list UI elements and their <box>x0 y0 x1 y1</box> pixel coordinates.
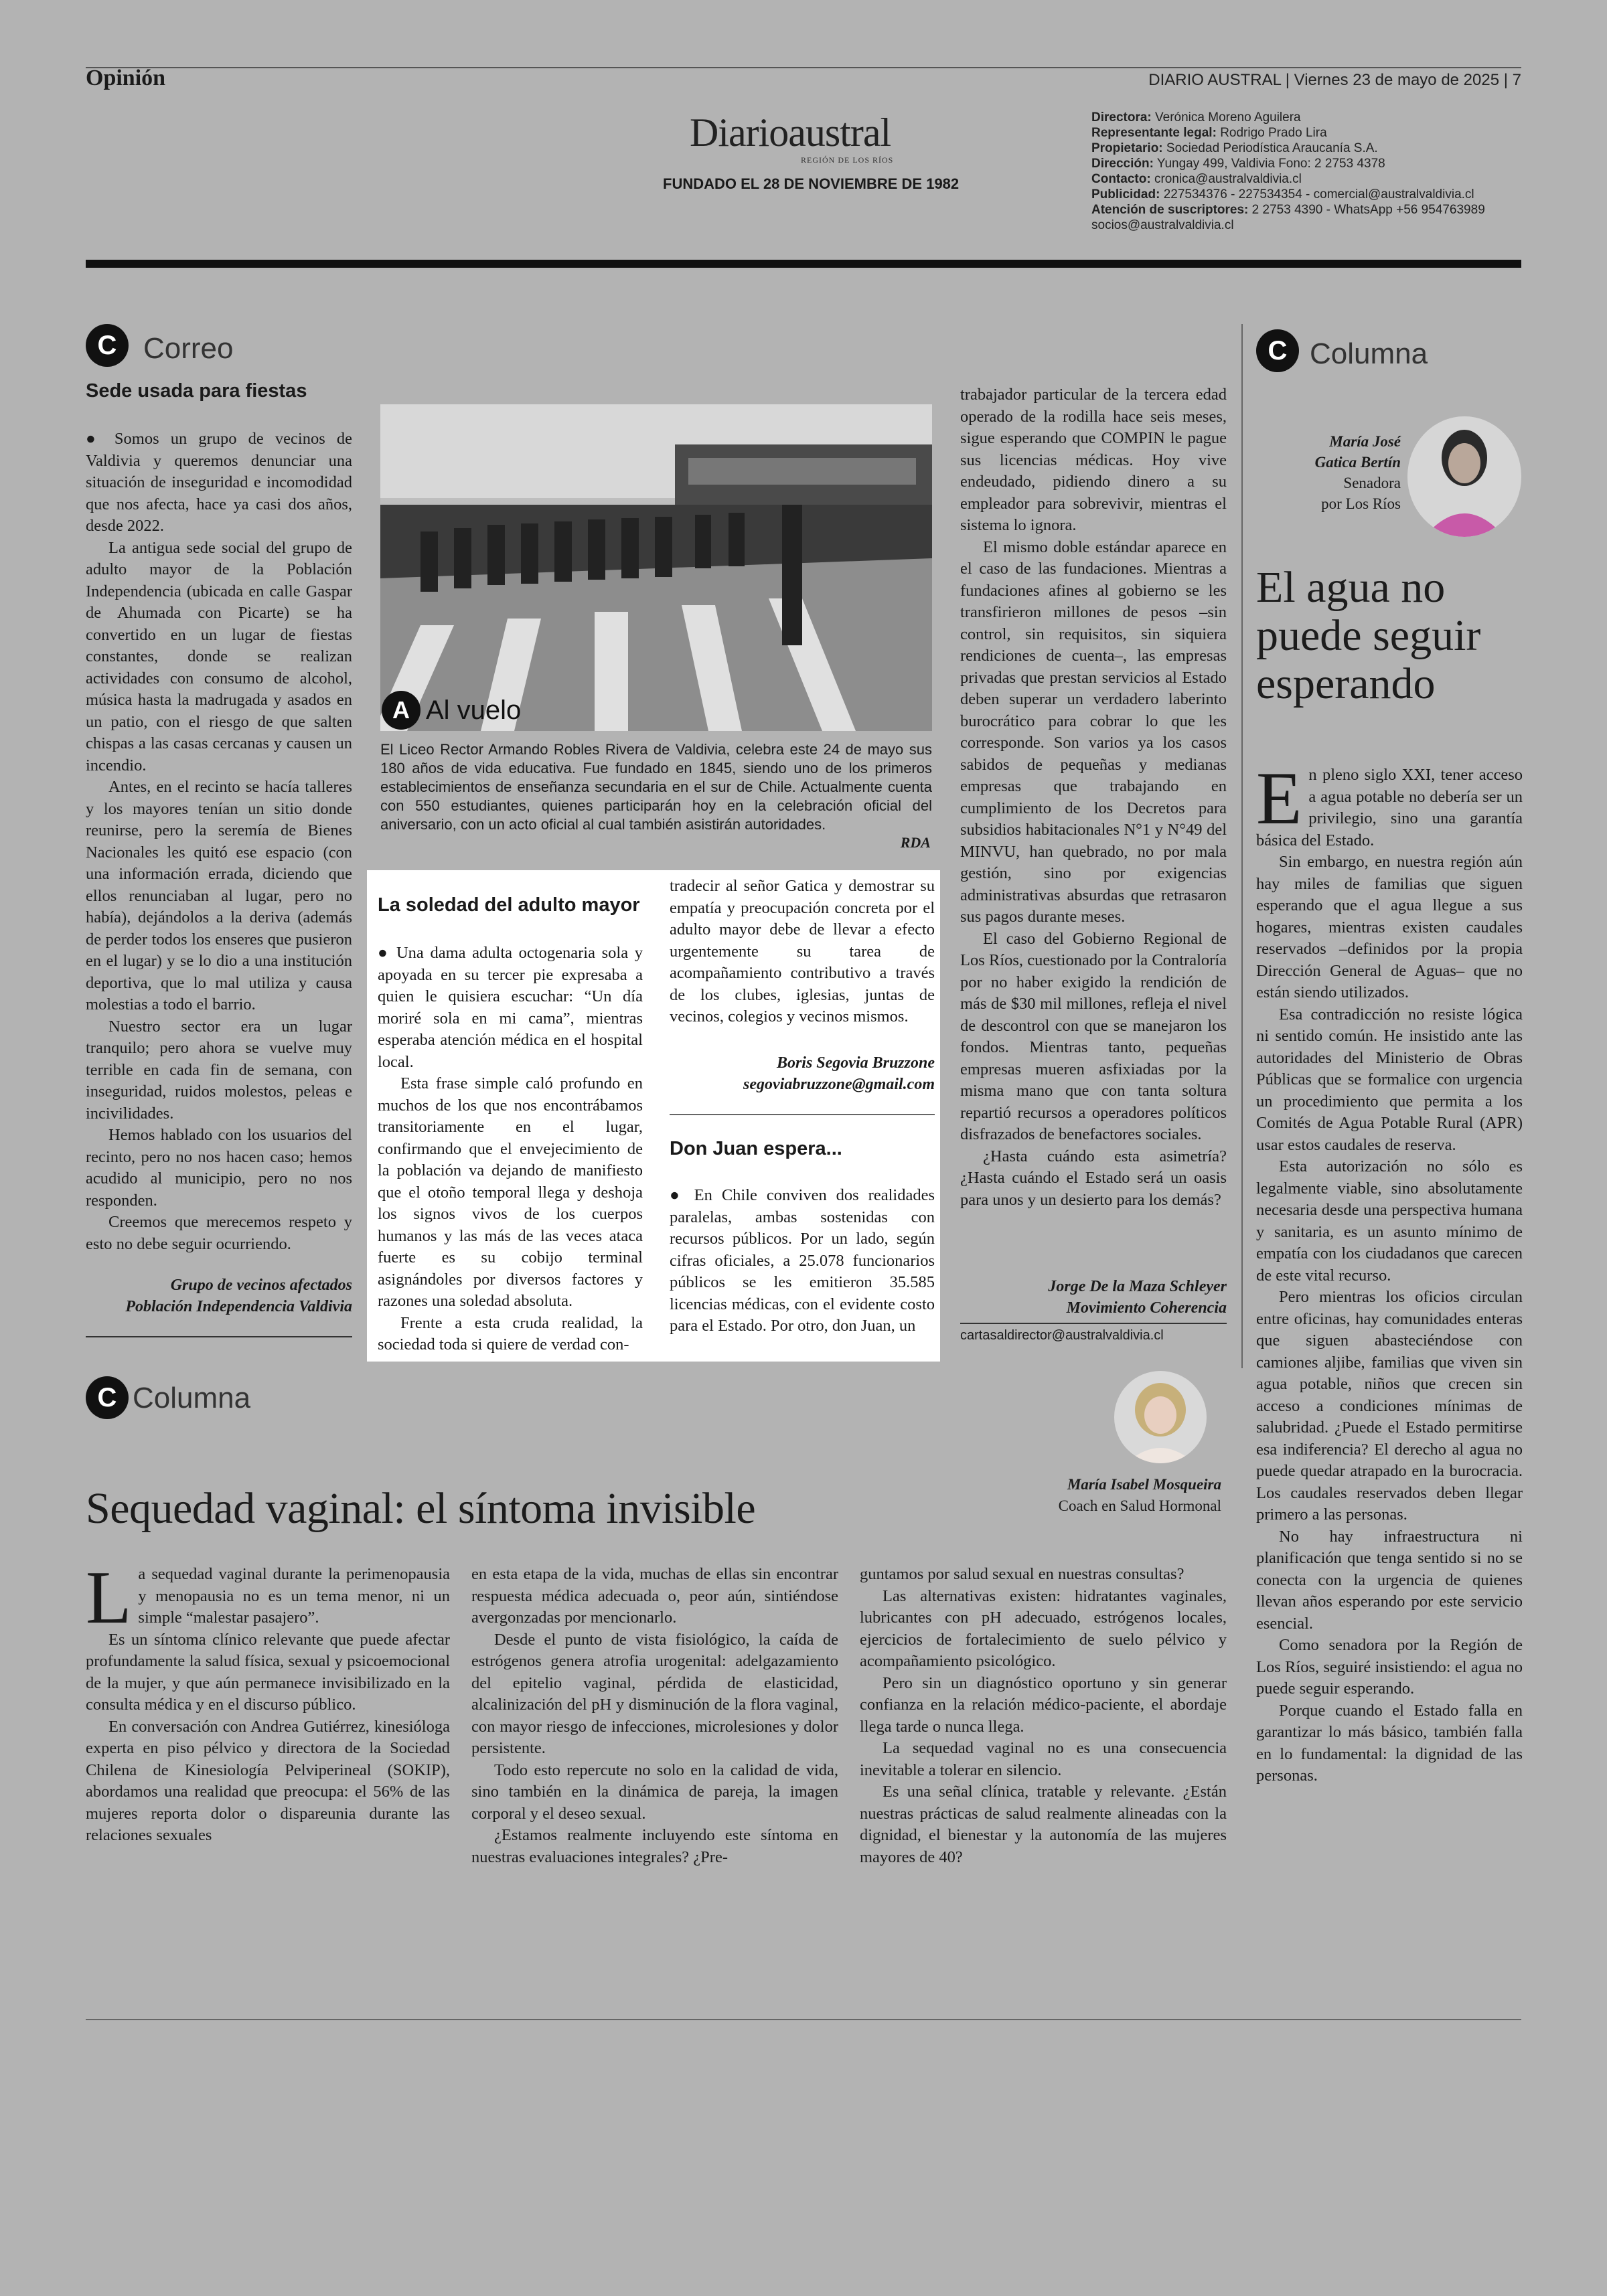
staff-line: Directora: Verónica Moreno Aguilera <box>1091 110 1301 125</box>
letter2-col1 <box>378 942 643 1356</box>
masthead-subtitle: REGIÓN DE LOS RÍOS <box>801 155 894 165</box>
bullet: ● <box>86 430 114 448</box>
columna-right-section-title: Columna <box>1310 337 1428 370</box>
columna-bottom-badge: C <box>86 1376 129 1419</box>
masthead-light: austral <box>788 110 891 155</box>
author-photo-illustration <box>1407 416 1521 537</box>
columna-bottom-paragraph: Desde el punto de vista fisiológico, la caída de estrógenos genera atrofia urogenital: adelgazamiento del epitelio vaginal, pérdida de elasticidad, alcalinización del pH y disminución de la flora vaginal, con mayor riesgo de infecciones, microlesiones y dolor persistente. <box>471 1630 838 1757</box>
al-vuelo-title: Al vuelo <box>426 695 522 725</box>
author-photo-illustration <box>1114 1371 1207 1463</box>
photo-credit: RDA <box>900 834 931 851</box>
letter2-title: La soledad del adulto mayor <box>378 894 640 916</box>
dropcap: E <box>1256 757 1302 840</box>
columna-right-avatar <box>1407 416 1521 537</box>
dropcap: L <box>86 1556 132 1639</box>
letter1-paragraph: Creemos que merecemos respeto y esto no debe seguir ocurriendo. <box>86 1213 352 1253</box>
columna-bottom-paragraph: ¿Estamos realmente incluyendo este síntoma en nuestras evaluaciones integrales? ¿Pre- <box>471 1826 838 1866</box>
columna-bottom-paragraph: La sequedad vaginal durante la perimenopausia y menopausia no es un tema menor, ni un simple “malestar pasajero”. <box>86 1556 450 1639</box>
columna-bottom-author: María Isabel Mosqueira <box>1067 1476 1221 1493</box>
staff-line: Publicidad: 227534376 - 227534354 - comercial@australvaldivia.cl <box>1091 187 1474 201</box>
letter3-col2 <box>960 384 1227 1211</box>
letter1-paragraph: La antigua sede social del grupo de adulto mayor de la Población Independencia (ubicada en calle Gaspar de Ahumada con Picarte) se ha convertido en un lugar de fiestas constantes, donde se realizan actividades con consumo de alcohol, música hasta la madrugada y asados en un patio, con el riesgo de que salten chispas a las casas cercanas y causen un incendio. <box>86 538 352 774</box>
columna-bottom-paragraph: guntamos por salud sexual en nuestras consultas? <box>860 1565 1184 1583</box>
columna-bottom-paragraph: En conversación con Andrea Gutiérrez, kinesióloga experta en piso pélvico y directora de la Sociedad Chilena de Kinesiología Pelviperineal (SOKIP), abordamos una realidad que preocupa: el 56% de las mujeres reporta dolor o dispareunia durante las relaciones sexuales <box>86 1717 450 1844</box>
staff-line: Dirección: Yungay 499, Valdivia Fono: 2 2753 4378 <box>1091 157 1385 171</box>
columna-right-paragraph: Como senadora por la Región de Los Ríos, seguiré insistiendo: el agua no puede seguir esperando. <box>1256 1636 1523 1698</box>
columna-bottom-paragraph: Las alternativas existen: hidratantes vaginales, lubricantes con pH adecuado, estrógenos locales, ejercicios de fortalecimiento de suelo pélvico y acompañamiento psicológico. <box>860 1586 1227 1670</box>
columna-right-paragraph: Pero mientras los oficios circulan entre oficinas, hay comunidades enteras que siguen abasteciéndose con camiones aljibe, familias que viven sin agua potable, niños que crecen sin acceso a condiciones mínimas de salubridad. ¿Puede el Estado permitirse esa indiferencia? El derecho al agua no puede quedar atrapado en la burocracia. Los caudales reservados deben llegar primero a las personas. <box>1256 1288 1523 1524</box>
letter3-paragraph: El caso del Gobierno Regional de Los Ríos, cuestionado por la Contraloría por no haber exigido la rendición de más de $30 mil millones, refleja el nivel de descontrol con que se manejaron los fondos. Mientras tanto, pequeñas empresas mueren asfixiadas por la misma mano que con tanta soltura repartió recursos a operadores políticos disfrazados de benefactores sociales. <box>960 929 1227 1143</box>
columna-right-paragraph: En pleno siglo XXI, tener acceso a agua potable no debería ser un privilegio, sino una garantía básica del Estado. <box>1256 757 1523 849</box>
columna-right-paragraph: No hay infraestructura ni planificación que tenga sentido si no se conecta con la urgencia de quienes llevan años esperando por este servicio esencial. <box>1256 1527 1523 1633</box>
columna-bottom-role: Coach en Salud Hormonal <box>1058 1497 1221 1514</box>
columna-right-badge: C <box>1256 329 1299 372</box>
staff-line: Atención de suscriptores: 2 2753 4390 - WhatsApp +56 954763989 <box>1091 203 1485 217</box>
bullet: ● <box>378 944 396 962</box>
columna-bottom-col1 <box>86 1556 450 1847</box>
staff-line: Propietario: Sociedad Periodística Araucanía S.A. <box>1091 141 1378 155</box>
correo-badge: C <box>86 324 129 367</box>
staff-line: Contacto: cronica@australvaldivia.cl <box>1091 172 1302 186</box>
letter3-signature: Jorge De la Maza Schleyer Movimiento Coherencia <box>1048 1278 1227 1317</box>
letter2-paragraph: Frente a esta cruda realidad, la sociedad toda si quiere de verdad con- <box>378 1313 643 1354</box>
columna-right-paragraph: Esta autorización no sólo es legalmente viable, sino absolutamente necesaria desde una perspectiva humana y sanitaria, es un asunto mínimo de empatía con los ciudadanos que carecen de este vital recurso. <box>1256 1157 1523 1285</box>
letter3-paragraph: trabajador particular de la tercera edad operado de la rodilla hace seis meses, sigue esperando que COMPIN le pague sus licencias médicas. Hoy vive endeudado, pidiendo dinero a su empleador para sobrevivir, mientras el sistema lo ignora. <box>960 386 1227 534</box>
correo-section-title: Correo <box>143 332 234 365</box>
photo-label <box>382 691 521 730</box>
columna-bottom-paragraph: Todo esto repercute no solo en la calidad de vida, sino también en la dinámica de pareja, la imagen corporal y el deseo sexual. <box>471 1760 838 1823</box>
columna-bottom-paragraph: Es una señal clínica, tratable y relevante. ¿Están nuestras prácticas de salud realmente alineadas con la dignidad, el bienestar y la autonomía de las mujeres mayores de 40? <box>860 1783 1227 1866</box>
letter1-paragraph: ● Somos un grupo de vecinos de Valdivia y queremos denunciar una situación de inseguridad e incomodidad que nos afecta, hace ya casi dos años, desde 2022. <box>86 430 352 535</box>
columna-bottom-headline: Sequedad vaginal: el síntoma invisible <box>86 1484 756 1533</box>
letter2-col2 <box>670 876 935 1028</box>
staff-line: Representante legal: Rodrigo Prado Lira <box>1091 126 1327 140</box>
columna-bottom-paragraph: La sequedad vaginal no es una consecuencia inevitable a tolerar en silencio. <box>860 1739 1227 1779</box>
columna-bottom-col3 <box>860 1564 1227 1868</box>
letter2-paragraph: Esta frase simple caló profundo en muchos de los que nos encontrábamos transitoriamente en el lugar, confirmando que el envejecimiento de la población va dejando de manifiesto que el otoño temporal llega y deshoja los signos vivos de los cuerpos humanos y las más de las veces ataca fuerte es su cobijo terminal asignándoles por diversos factores y razones una soledad absoluta. <box>378 1074 643 1310</box>
section-label: Opinión <box>86 66 166 90</box>
letter1-signature: Grupo de vecinos afectados Población Independencia Valdivia <box>125 1277 352 1315</box>
columna-bottom-paragraph: Pero sin un diagnóstico oportuno y sin generar confianza en la relación médico-paciente, el abordaje llega tarde o nunca llega. <box>860 1673 1227 1736</box>
columna-right-body <box>1256 757 1523 1787</box>
letter3-paragraph: ● En Chile conviven dos realidades paralelas, ambas sostenidas con recursos públicos. Por un lado, según cifras oficiales, a 25.078 funcionarios públicos se les emitieron 35.585 licencias médicas, con el evidente costo para el Estado. Por otro, don Juan, un <box>670 1186 935 1335</box>
letter3-title: Don Juan espera... <box>670 1138 842 1159</box>
columna-bottom-paragraph: en esta etapa de la vida, muchas de ellas sin encontrar respuesta médica adecuada o, peor aún, sintiéndose avergonzadas por mencionarlo. <box>471 1565 838 1627</box>
columna-right-paragraph: Sin embargo, en nuestra región aún hay miles de familias que siguen esperando que el agua llegue a sus hogares, mientras existen caudales reservados –definidos por la propia Dirección General de Aguas– que no están siendo utilizados. <box>1256 853 1523 1001</box>
photo-caption: El Liceo Rector Armando Robles Rivera de Valdivia, celebra este 24 de mayo sus 180 años de vida educativa. Fue fundado en 1845, siendo uno de los primeros establecimientos de enseñanza secundaria en el sur de Chile. Actualmente cuenta con 550 estudiantes, quienes participarán hoy en la celebración oficial del aniversario, con un acto oficial al cual también asistirán autoridades. <box>380 741 932 833</box>
parade-photo <box>380 404 932 731</box>
staff-line: socios@australvaldivia.cl <box>1091 218 1234 232</box>
letter1-title: Sede usada para fiestas <box>86 380 307 402</box>
al-vuelo-badge: A <box>382 691 420 730</box>
letters-email-link[interactable]: cartasaldirector@australvaldivia.cl <box>960 1328 1164 1343</box>
paper-meta: DIARIO AUSTRAL | Viernes 23 de mayo de 2025 | 7 <box>1148 71 1521 89</box>
letter1-paragraph: Hemos hablado con los usuarios del recinto, pero no nos hacen caso; hemos acudido al municipio, pero no nos responden. <box>86 1126 352 1210</box>
header-rule <box>86 260 1521 268</box>
columna-bottom-avatar <box>1114 1371 1207 1463</box>
columna-right-paragraph: Porque cuando el Estado falla en garantizar lo más básico, también falla en lo fundamental: la dignidad de las personas. <box>1256 1701 1523 1785</box>
staff-box <box>1091 110 1520 233</box>
letter3-col1 <box>670 1185 935 1337</box>
columna-right-paragraph: Esa contradicción no resiste lógica ni sentido común. He insistido ante las autoridades del Ministerio de Obras Públicas que se formalice con urgencia un procedimiento que permita a los Comités de Agua Potable Rural (APR) usar estos caudales de reserva. <box>1256 1005 1523 1154</box>
letter3-paragraph: El mismo doble estándar aparece en el caso de las fundaciones. Mientras a fundaciones afines al gobierno se les transfirieron millones de pesos –sin control, sin requisitos, sin siquiera rendiciones de cuenta–, las empresas privadas que prestan servicios al Estado deben superar un verdadero laberinto burocrático para cobrar lo que les corresponde. Son varios ya los casos sabidos de pequeñas y medianas empresas que trabajando en cumplimiento de los Decretos para subsidios habitacionales N°1 y N°49 del MINVU, han quebrado, no por mala gestión, sino por exigencias administrativas absurdas que retrasaron sus pagos durante meses. <box>960 538 1227 926</box>
columna-bottom-col2 <box>471 1564 838 1868</box>
letter1-paragraph: Nuestro sector era un lugar tranquilo; pero ahora se vuelve muy terrible en cada fin de semana, con inseguridad, ruidos molestos, peleas e incivilidades. <box>86 1017 352 1123</box>
parade-illustration <box>380 404 932 731</box>
letter2-signature: Boris Segovia Bruzzone segoviabruzzone@gmail.com <box>743 1054 935 1093</box>
bullet: ● <box>670 1186 694 1204</box>
columna-bottom-paragraph: Es un síntoma clínico relevante que puede afectar profundamente la salud física, sexual y psicoemocional de la mujer, y que aún permanece invisibilizado en la consulta médica y en el discurso público. <box>86 1630 450 1714</box>
footer-rule <box>86 2019 1521 2020</box>
masthead <box>690 110 891 156</box>
letter2-paragraph: tradecir al señor Gatica y demostrar su empatía y preocupación concreta por el adulto mayor debe de llevar a efecto urgentemente su tarea de acompañamiento contributivo a través de los clubes, iglesias, juntas de vecinos, colegios y vecinos mismos. <box>670 877 935 1026</box>
columna-right-author: María José Gatica Bertín Senadora por Los Ríos <box>1314 433 1401 512</box>
letter2-paragraph: ● Una dama adulta octogenaria sola y apoyada en su tercer pie expresaba a quien le quisiera escuchar: “Un día moriré sola en mi cama”, mientras esperaba atención médica en el hospital local. <box>378 944 643 1071</box>
founded-line: FUNDADO EL 28 DE NOVIEMBRE DE 1982 <box>663 175 960 192</box>
masthead-bold: Diario <box>690 110 789 155</box>
letter1-body <box>86 428 352 1255</box>
columna-right-headline: El agua no puede seguir esperando <box>1256 563 1481 708</box>
letter1-paragraph: Antes, en el recinto se hacía talleres y los mayores tenían un sitio donde reunirse, pero la seremía de Bienes Nacionales les quitó ese espacio (con una información errada, diciendo que ellos renunciaban al lugar, pero no había), dejándolos a la deriva (además de perder todos los enseres que pusieron en el lugar) y se lo dio a una institución deportiva, que lo mal utiliza y causa molestias a todo el barrio. <box>86 778 352 1013</box>
columna-bottom-section-title: Columna <box>133 1382 251 1414</box>
letter3-paragraph: ¿Hasta cuándo esta asimetría? ¿Hasta cuándo el Estado será un oasis para unos y un desierto para los demás? <box>960 1147 1227 1209</box>
